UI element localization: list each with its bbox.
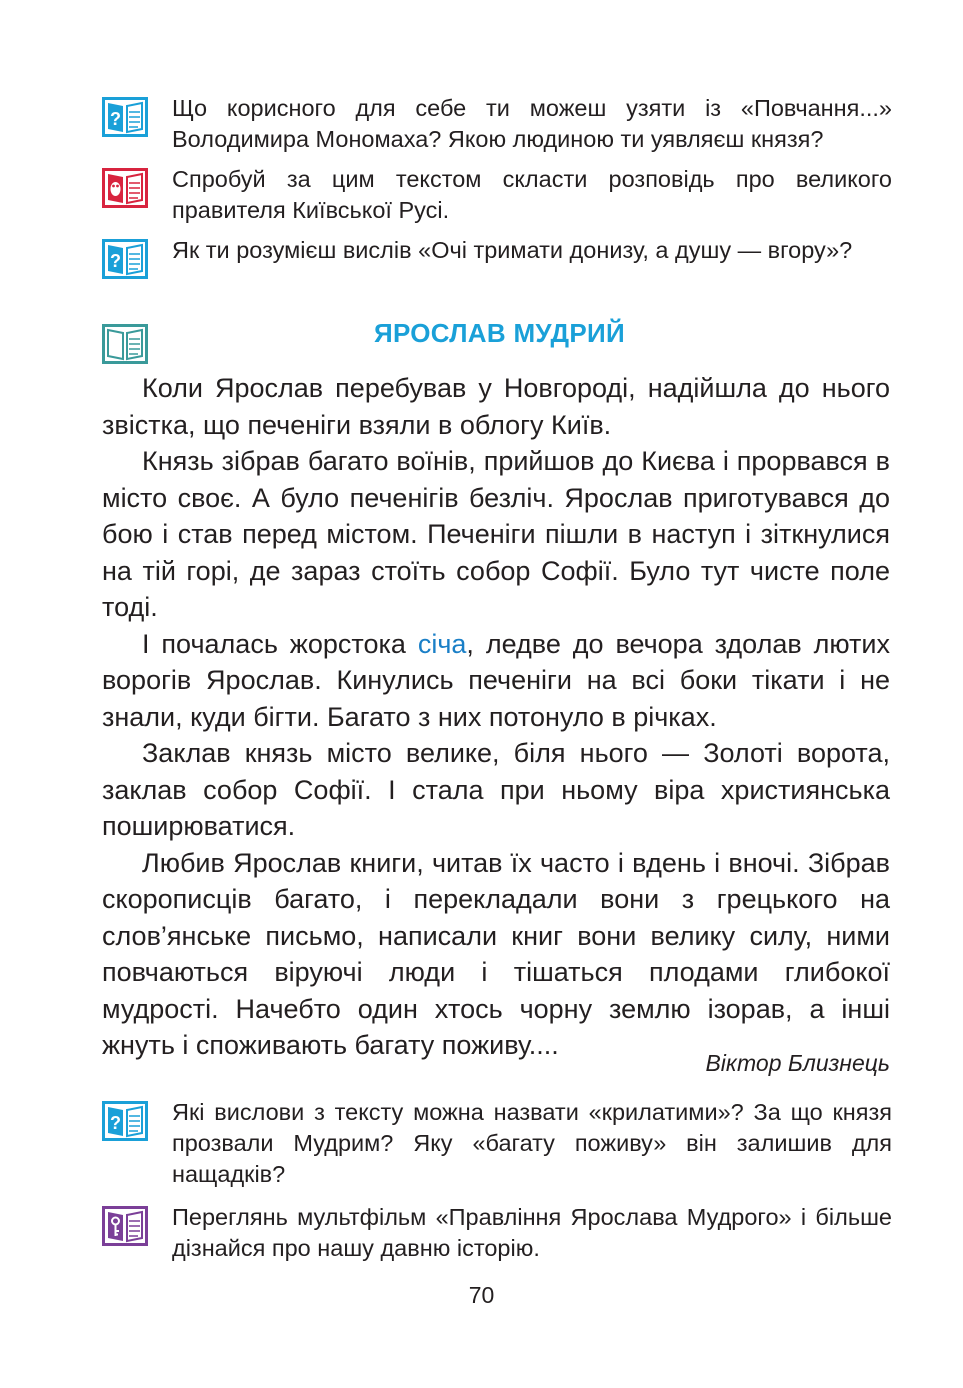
key-book-icon (102, 1206, 148, 1246)
task-2-text: Спробуй за цим текстом скласти розповідь про великого правителя Київської Русі. (172, 166, 892, 223)
question-book-icon (102, 239, 148, 279)
question-book-icon (102, 97, 148, 137)
task-4 (102, 1097, 892, 1190)
task-5-text: Переглянь мультфільм «Правління Ярослава Мудрого» і більше дізнайся про нашу давню історію. (172, 1204, 892, 1261)
svg-text:?: ? (110, 251, 121, 271)
task-5 (102, 1202, 892, 1264)
svg-text:?: ? (110, 1113, 121, 1133)
story-paragraph-1: Коли Ярослав перебував у Новгороді, надійшла до нього звістка, що печеніги взяли в облогу Київ. (102, 373, 890, 440)
story-paragraph-3-start: І почалась жорстока (142, 628, 418, 659)
story-paragraph-4: Заклав князь місто велике, біля нього — Золоті ворота, заклав собор Софії. І стала при ньому віра християнська поширюватися. (102, 738, 890, 841)
story-paragraph-3 (102, 626, 890, 736)
story-title: ЯРОСЛАВ МУДРИЙ (373, 318, 625, 348)
task-4-text: Які вислови з тексту можна назвати «крилатими»? За що князя прозвали Мудрим? Яку «багату поживу» він залишив для нащадків? (172, 1099, 892, 1187)
page-number: 70 (468, 1282, 495, 1308)
task-3-text: Як ти розумієш вислів «Очі тримати донизу, а душу — вгору»? (172, 237, 853, 263)
task-3 (102, 235, 892, 271)
glossary-word: січа (417, 628, 467, 659)
svg-text:?: ? (110, 109, 121, 129)
owl-book-icon (102, 168, 148, 208)
story-text (102, 370, 890, 1064)
task-1 (102, 93, 892, 155)
story-author: Віктор Близнець (705, 1050, 890, 1076)
story-paragraph-3-end: , ледве до вечора здолав лютих ворогів Ярослав. Кинулись печеніги на всі боки тікати і не знали, куди бігти. Багато з них потонуло в річках. (102, 628, 890, 732)
task-2 (102, 164, 892, 226)
story-paragraph-2: Князь зібрав багато воїнів, прийшов до Києва і прорвався в місто своє. А було печенігів безліч. Ярослав приготувався до бою і став перед містом. Печеніги пішли в наступ і зіткнулися на тій горі, де зараз стоїть собор Софії. Було тут чисте поле тоді. (102, 446, 890, 622)
task-1-text: Що корисного для себе ти можеш узяти із «Повчання...» Володимира Мономаха? Якою людиною ти уявляєш князя? (172, 95, 892, 152)
question-book-icon (102, 1101, 148, 1141)
story-paragraph-5: Любив Ярослав книги, читав їх часто і вдень і вночі. Зібрав скорописців багато, і перекладали вони з грецького на слов’янське письмо, написали книг вони велику силу, ними повчаються віруючі люди і тішаться плодами глибокої мудрості. Начебто один хтось чорну землю ізорав, а інші жнуть і споживають багату поживу.... (102, 847, 890, 1060)
